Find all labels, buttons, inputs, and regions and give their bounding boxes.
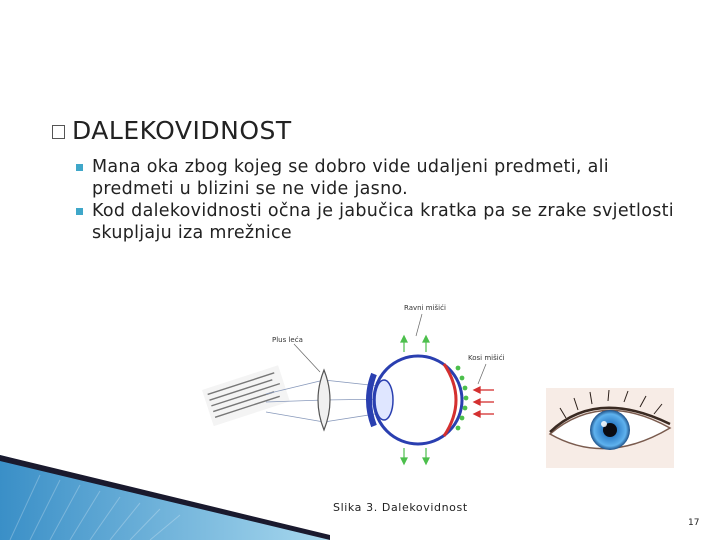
label-straight-muscles: Ravni mišići — [404, 304, 446, 312]
bullet-list — [76, 156, 696, 244]
slide-title: DALEKOVIDNOST — [72, 116, 292, 145]
page-number: 17 — [688, 518, 700, 528]
bullet-text: Kod dalekovidnosti očna je jabučica kratka pa se zrake svjetlosti skupljaju iza mrežnice — [92, 201, 674, 243]
hyperopia-diagram — [196, 298, 524, 494]
reading-chart-icon — [202, 365, 290, 426]
title-bullet-icon — [52, 125, 65, 139]
bullet-text: Mana oka zbog kojeg se dobro vide udaljeni predmeti, ali predmeti u blizini se ne vide jasno. — [92, 157, 609, 199]
slide-title-row — [52, 116, 292, 145]
figure-caption: Slika 3. Dalekovidnost — [333, 501, 468, 514]
label-oblique-muscles: Kosi mišići — [468, 354, 505, 362]
eye-photo-image — [546, 388, 674, 468]
bullet-item — [76, 156, 696, 200]
eye-lens-icon — [375, 380, 393, 420]
bullet-item — [76, 200, 696, 244]
square-bullet-icon — [76, 208, 83, 215]
square-bullet-icon — [76, 164, 83, 171]
label-plus-lens: Plus leća — [272, 336, 303, 344]
